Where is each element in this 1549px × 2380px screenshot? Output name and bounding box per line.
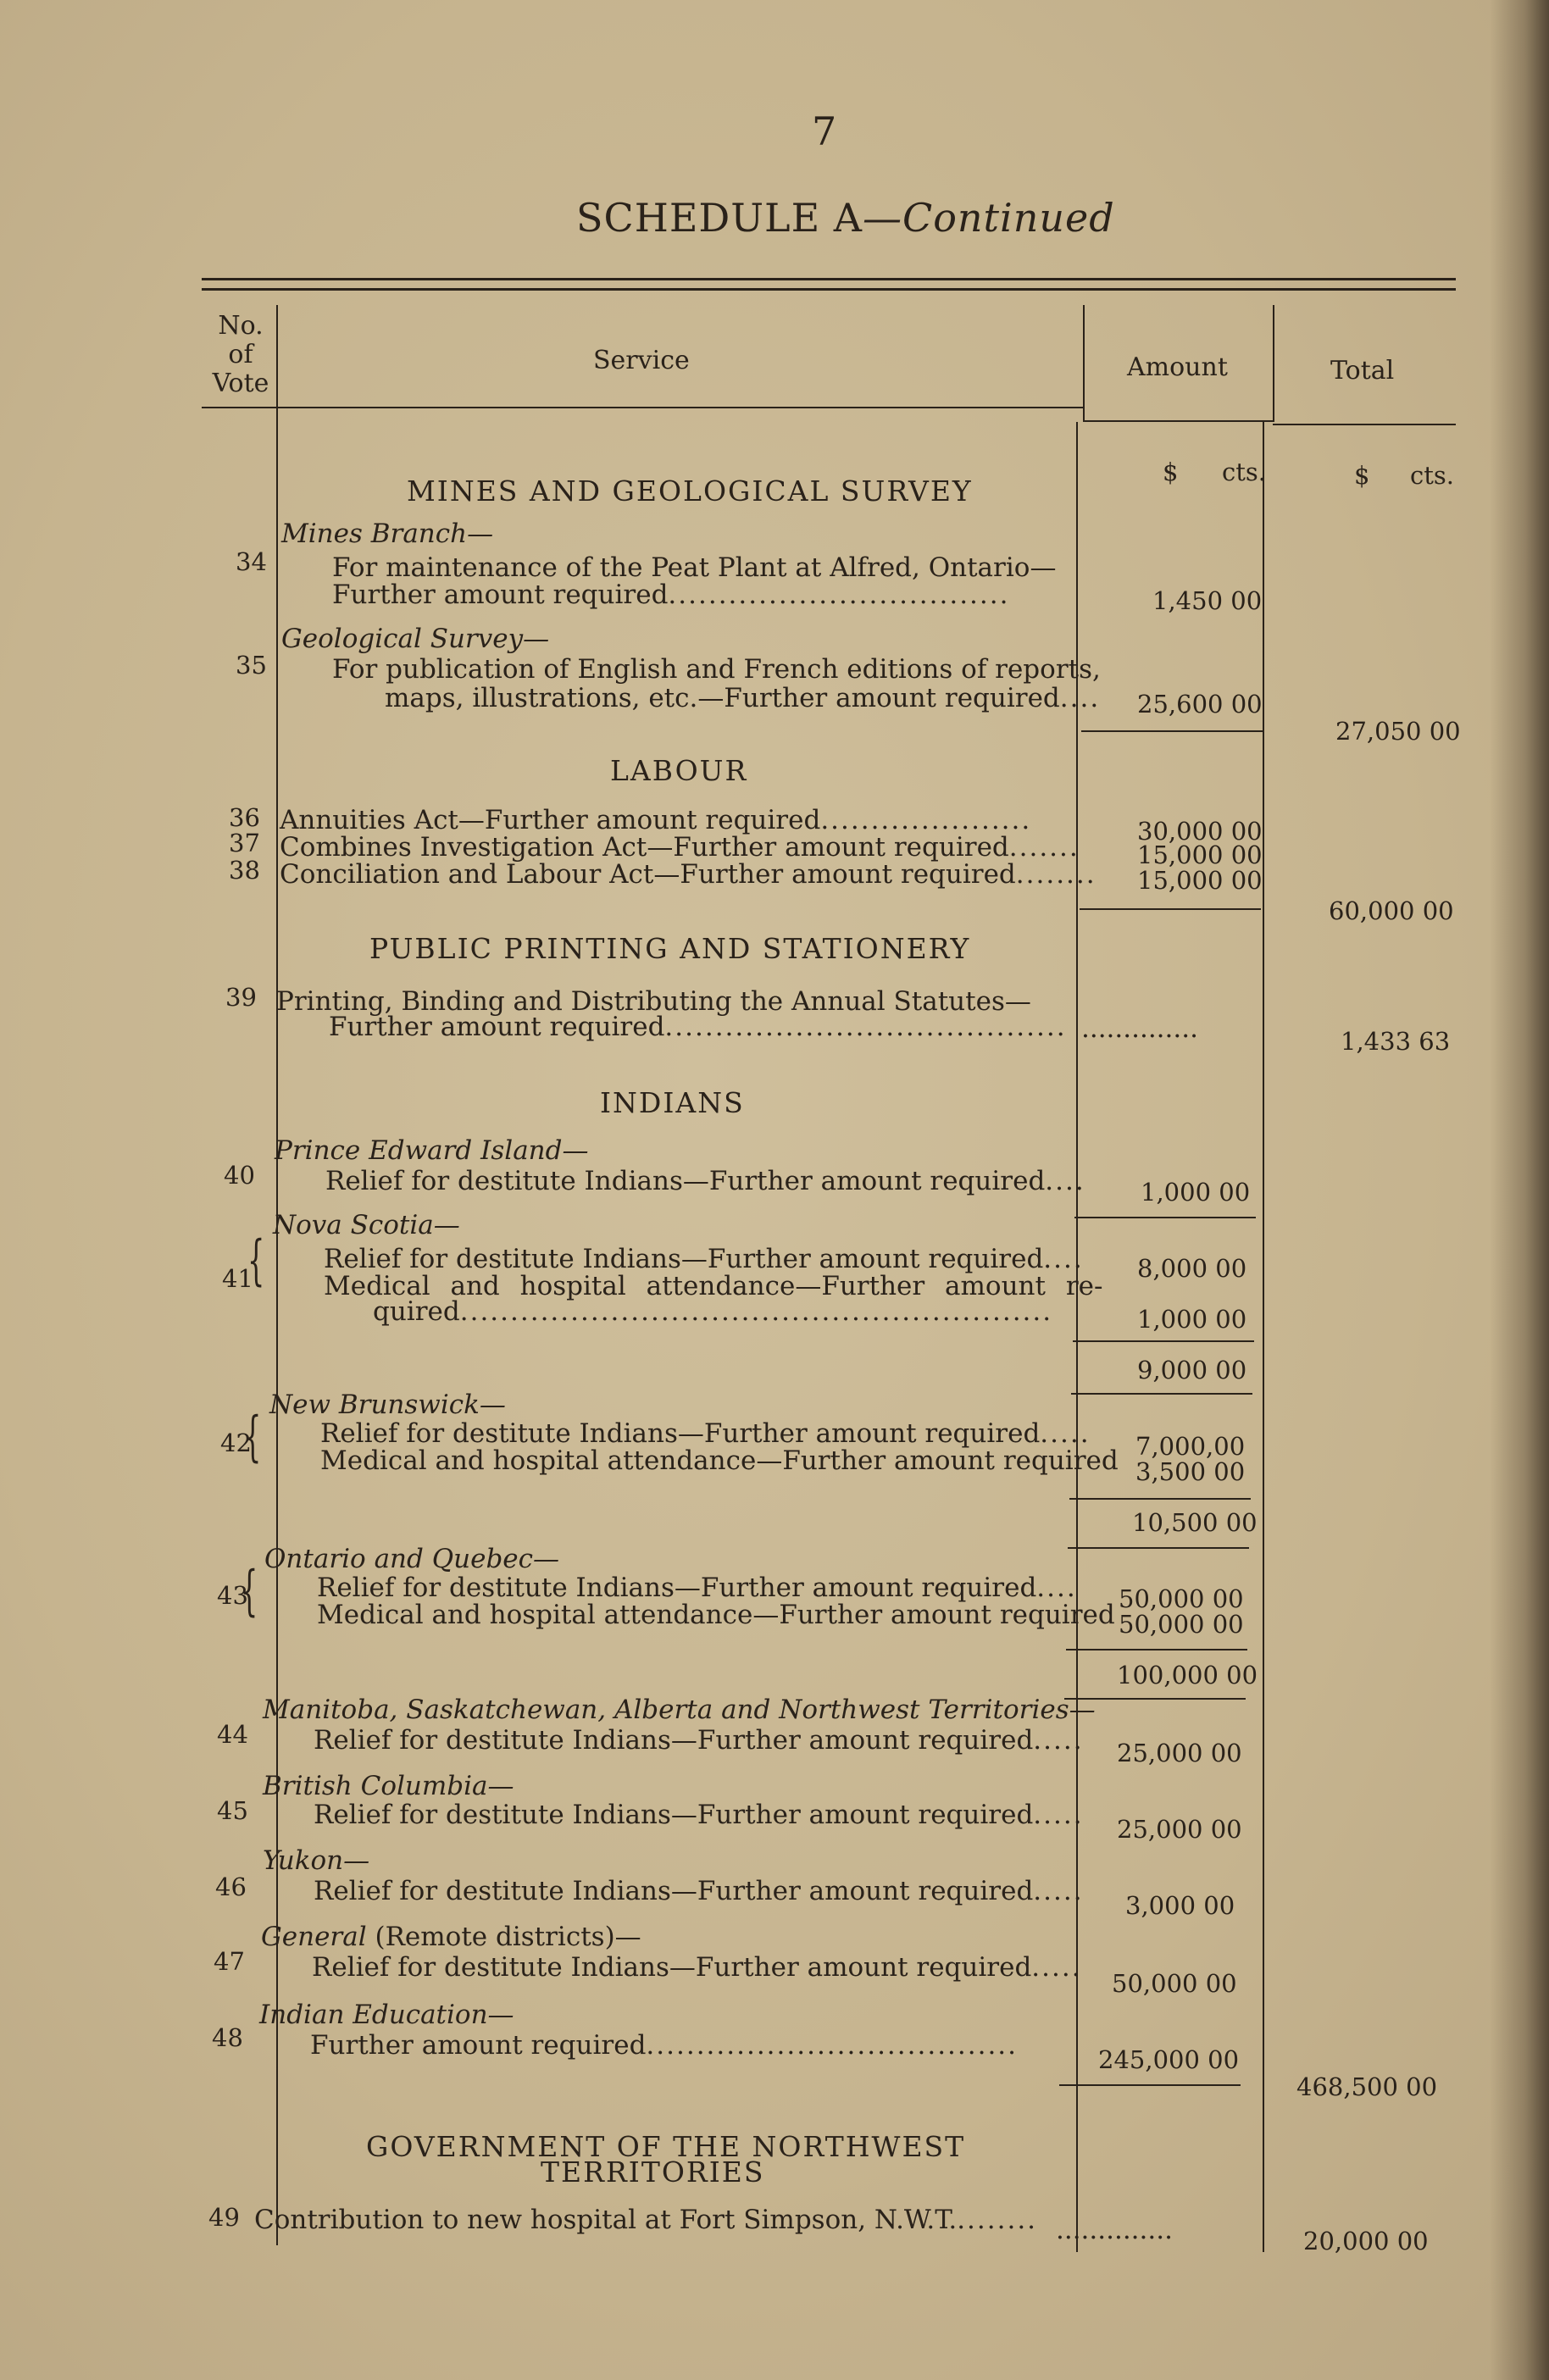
leader-dots: .............. bbox=[1081, 1013, 1198, 1044]
vote-number: 47 bbox=[214, 1947, 245, 1976]
service-line: Medical and hospital attendance—Further amount re- bbox=[324, 1271, 1103, 1301]
service-line: Medical and hospital attendance—Further amount required bbox=[320, 1445, 1119, 1476]
amount-value: 1,450 00 bbox=[1152, 586, 1263, 615]
leader-dots: ..................................... bbox=[646, 2030, 1019, 2061]
service-text: Relief for destitute Indians—Further amount required bbox=[314, 1725, 1034, 1756]
vote-number: 35 bbox=[236, 651, 267, 680]
service-line bbox=[314, 1876, 1084, 1906]
header-amount: Amount bbox=[1127, 352, 1228, 382]
amount-value: 50,000 00 bbox=[1112, 1969, 1237, 1998]
service-text: Relief for destitute Indians—Further amount required bbox=[320, 1418, 1041, 1449]
total-value: 20,000 00 bbox=[1303, 2227, 1429, 2255]
amount-value: 25,600 00 bbox=[1137, 690, 1263, 718]
subhead-yukon: Yukon— bbox=[263, 1845, 370, 1876]
leader-dots: .................................. bbox=[668, 580, 1010, 610]
service-text: Relief for destitute Indians—Further amount required bbox=[324, 1244, 1044, 1274]
leader-dots: ..................... bbox=[820, 805, 1032, 835]
header-rule-amount bbox=[1083, 420, 1273, 422]
vote-number: 49 bbox=[208, 2203, 240, 2232]
service-text: Relief for destitute Indians—Further amount required bbox=[325, 1166, 1046, 1196]
service-line bbox=[329, 1012, 1067, 1042]
service-line bbox=[310, 2030, 1018, 2061]
section-mines: MINES AND GEOLOGICAL SURVEY bbox=[407, 474, 973, 508]
vote-number: 42 bbox=[220, 1429, 252, 1457]
amount-value: 30,000 00 bbox=[1137, 817, 1263, 846]
vote-number: 36 bbox=[229, 803, 260, 832]
service-text: Further amount required bbox=[332, 580, 669, 610]
section-printing: PUBLIC PRINTING AND STATIONERY bbox=[369, 932, 971, 965]
subtotal-rule bbox=[1080, 908, 1261, 910]
top-rule-2 bbox=[202, 288, 1456, 291]
title-suffix: —Continued bbox=[863, 195, 1115, 241]
amount-value: 15,000 00 bbox=[1137, 866, 1263, 895]
service-line bbox=[280, 859, 1097, 890]
vote-number: 46 bbox=[215, 1872, 247, 1901]
vote-number: 45 bbox=[217, 1796, 248, 1825]
bracket-brace: { bbox=[247, 1229, 265, 1292]
amount-value: 3,500 00 bbox=[1135, 1457, 1246, 1486]
total-value: 468,500 00 bbox=[1296, 2072, 1438, 2101]
leader-dots: ........................................................... bbox=[459, 1296, 1053, 1327]
total-value: 27,050 00 bbox=[1335, 717, 1461, 746]
subhead-mines-branch: Mines Branch— bbox=[281, 519, 494, 549]
subhead-bc: British Columbia— bbox=[263, 1771, 514, 1801]
leader-dots: ........ bbox=[957, 2205, 1038, 2235]
amount-cents-unit: cts. bbox=[1222, 458, 1266, 486]
subhead-general-line bbox=[261, 1922, 641, 1952]
amount-value: 25,000 00 bbox=[1117, 1739, 1242, 1767]
section-nwt-line1: GOVERNMENT OF THE NORTHWEST bbox=[366, 2130, 966, 2163]
amount-value: 15,000 00 bbox=[1137, 840, 1263, 869]
subtotal-value: 10,500 00 bbox=[1132, 1508, 1258, 1537]
vote-number: 43 bbox=[217, 1581, 248, 1610]
service-text: Contribution to new hospital at Fort Simpson, N.W.T. bbox=[254, 2205, 958, 2235]
service-text: quired bbox=[373, 1296, 460, 1327]
service-text: Combines Investigation Act—Further amount required bbox=[280, 832, 1009, 863]
leader-dots: .... bbox=[1036, 1573, 1077, 1603]
leader-dots: ........ bbox=[1015, 859, 1097, 890]
amount-value: 7,000,00 bbox=[1135, 1432, 1246, 1461]
vote-number: 37 bbox=[229, 829, 260, 857]
total-value: 60,000 00 bbox=[1329, 896, 1454, 925]
subhead-ontario-quebec: Ontario and Quebec— bbox=[264, 1544, 559, 1574]
service-text: Conciliation and Labour Act—Further amount required bbox=[280, 859, 1016, 890]
subhead-general: General bbox=[261, 1922, 367, 1952]
leader-dots: ..... bbox=[1031, 1952, 1082, 1983]
subtotal-rule bbox=[1071, 1393, 1252, 1395]
leader-dots: ..... bbox=[1040, 1418, 1091, 1449]
vote-number: 40 bbox=[224, 1161, 255, 1190]
vote-number: 38 bbox=[229, 856, 260, 885]
service-line bbox=[312, 1952, 1082, 1983]
bracket-brace: { bbox=[241, 1560, 258, 1623]
service-line bbox=[314, 1725, 1084, 1756]
vote-number: 48 bbox=[212, 2023, 243, 2052]
header-service: Service bbox=[593, 346, 690, 375]
vote-column-rule bbox=[276, 305, 278, 2245]
total-value: 1,433 63 bbox=[1341, 1027, 1451, 1056]
amount-value: 245,000 00 bbox=[1098, 2045, 1240, 2074]
subtotal-rule bbox=[1073, 1340, 1254, 1342]
service-line bbox=[324, 1244, 1084, 1274]
service-text: Further amount required bbox=[329, 1012, 665, 1042]
header-vote bbox=[207, 312, 275, 398]
subtotal-rule bbox=[1081, 730, 1263, 732]
subhead-indian-education: Indian Education— bbox=[259, 2000, 514, 2030]
header-vote-no: No. bbox=[218, 311, 264, 341]
amount-value: 3,000 00 bbox=[1125, 1891, 1235, 1920]
leader-dots: ..... bbox=[1033, 1725, 1084, 1756]
service-line: Printing, Binding and Distributing the Annual Statutes— bbox=[276, 986, 1031, 1017]
service-text: Further amount required bbox=[310, 2030, 647, 2061]
service-text: Relief for destitute Indians—Further amount required bbox=[314, 1800, 1034, 1830]
service-line bbox=[325, 1166, 1085, 1196]
total-column-rule-top bbox=[1273, 305, 1274, 422]
service-text: Relief for destitute Indians—Further amount required bbox=[317, 1573, 1037, 1603]
header-vote-of: of bbox=[228, 340, 253, 369]
amount-column-rule-top bbox=[1083, 305, 1085, 422]
subtotal-rule bbox=[1074, 1217, 1256, 1218]
service-line bbox=[317, 1573, 1077, 1603]
top-rule bbox=[202, 278, 1456, 280]
leader-dots: .... bbox=[1059, 683, 1101, 713]
service-text: Annuities Act—Further amount required bbox=[280, 805, 821, 835]
subtotal-rule bbox=[1066, 1649, 1247, 1650]
header-vote-vote: Vote bbox=[212, 369, 269, 398]
vote-number: 34 bbox=[236, 547, 267, 576]
vote-number: 44 bbox=[217, 1720, 248, 1749]
section-nwt-line2: TERRITORIES bbox=[541, 2155, 765, 2189]
book-spine-shadow bbox=[1490, 0, 1549, 2380]
vote-number: 39 bbox=[225, 983, 257, 1012]
leader-dots: .... bbox=[1043, 1244, 1084, 1274]
leader-dots: .............. bbox=[1056, 2215, 1173, 2245]
amount-value: 1,000 00 bbox=[1137, 1305, 1247, 1334]
service-line bbox=[314, 1800, 1084, 1830]
subhead-prairies: Manitoba, Saskatchewan, Alberta and Northwest Territories— bbox=[263, 1695, 1096, 1725]
service-line bbox=[332, 580, 1009, 610]
subhead-nova-scotia: Nova Scotia— bbox=[273, 1210, 460, 1240]
subhead-geological-survey: Geological Survey— bbox=[281, 624, 550, 654]
service-text: Relief for destitute Indians—Further amount required bbox=[314, 1876, 1034, 1906]
amount-value: 1,000 00 bbox=[1141, 1178, 1251, 1207]
subtotal-rule bbox=[1059, 2084, 1241, 2086]
total-dollar-unit: $ bbox=[1354, 461, 1370, 490]
service-line: Medical and hospital attendance—Further amount required bbox=[317, 1600, 1115, 1630]
total-cents-unit: cts. bbox=[1410, 461, 1454, 490]
leader-dots: ..... bbox=[1033, 1876, 1084, 1906]
service-text: maps, illustrations, etc.—Further amount required bbox=[385, 683, 1060, 713]
amount-dollar-unit: $ bbox=[1163, 458, 1179, 486]
service-line bbox=[373, 1296, 1052, 1327]
header-rule-vote-service bbox=[202, 407, 1083, 408]
header-total: Total bbox=[1330, 356, 1395, 386]
section-indians: INDIANS bbox=[600, 1086, 745, 1119]
subtotal-rule bbox=[1068, 1547, 1249, 1549]
service-line bbox=[280, 832, 1080, 863]
subhead-pei: Prince Edward Island— bbox=[275, 1135, 589, 1166]
page-number: 7 bbox=[812, 108, 837, 154]
leader-dots: ..... bbox=[1033, 1800, 1084, 1830]
vote-number: 41 bbox=[222, 1264, 253, 1293]
service-line: For publication of English and French editions of reports, bbox=[332, 654, 1101, 685]
service-line bbox=[320, 1418, 1091, 1449]
amount-value: 50,000 00 bbox=[1119, 1610, 1244, 1639]
leader-dots: ........................................ bbox=[664, 1012, 1067, 1042]
service-line bbox=[280, 805, 1031, 835]
leader-dots: .... bbox=[1045, 1166, 1085, 1196]
header-rule-total bbox=[1273, 424, 1456, 425]
service-line: For maintenance of the Peat Plant at Alfred, Ontario— bbox=[332, 552, 1057, 583]
bracket-brace: { bbox=[244, 1406, 262, 1468]
service-line bbox=[385, 683, 1100, 713]
total-column-rule bbox=[1263, 422, 1264, 2252]
leader-dots: ....... bbox=[1008, 832, 1080, 863]
subtotal-value: 100,000 00 bbox=[1117, 1661, 1258, 1689]
service-text: Relief for destitute Indians—Further amount required bbox=[312, 1952, 1032, 1983]
section-labour: LABOUR bbox=[610, 754, 748, 787]
title-main: SCHEDULE A bbox=[576, 195, 863, 241]
subtotal-value: 9,000 00 bbox=[1137, 1356, 1247, 1384]
subtotal-rule bbox=[1069, 1498, 1251, 1500]
page-title bbox=[576, 195, 1115, 241]
service-line bbox=[254, 2205, 1037, 2235]
amount-value: 8,000 00 bbox=[1137, 1254, 1247, 1283]
amount-value: 50,000 00 bbox=[1119, 1584, 1244, 1613]
subhead-new-brunswick: New Brunswick— bbox=[269, 1390, 506, 1420]
amount-value: 25,000 00 bbox=[1117, 1815, 1242, 1844]
subhead-general-rest: (Remote districts)— bbox=[366, 1922, 641, 1952]
